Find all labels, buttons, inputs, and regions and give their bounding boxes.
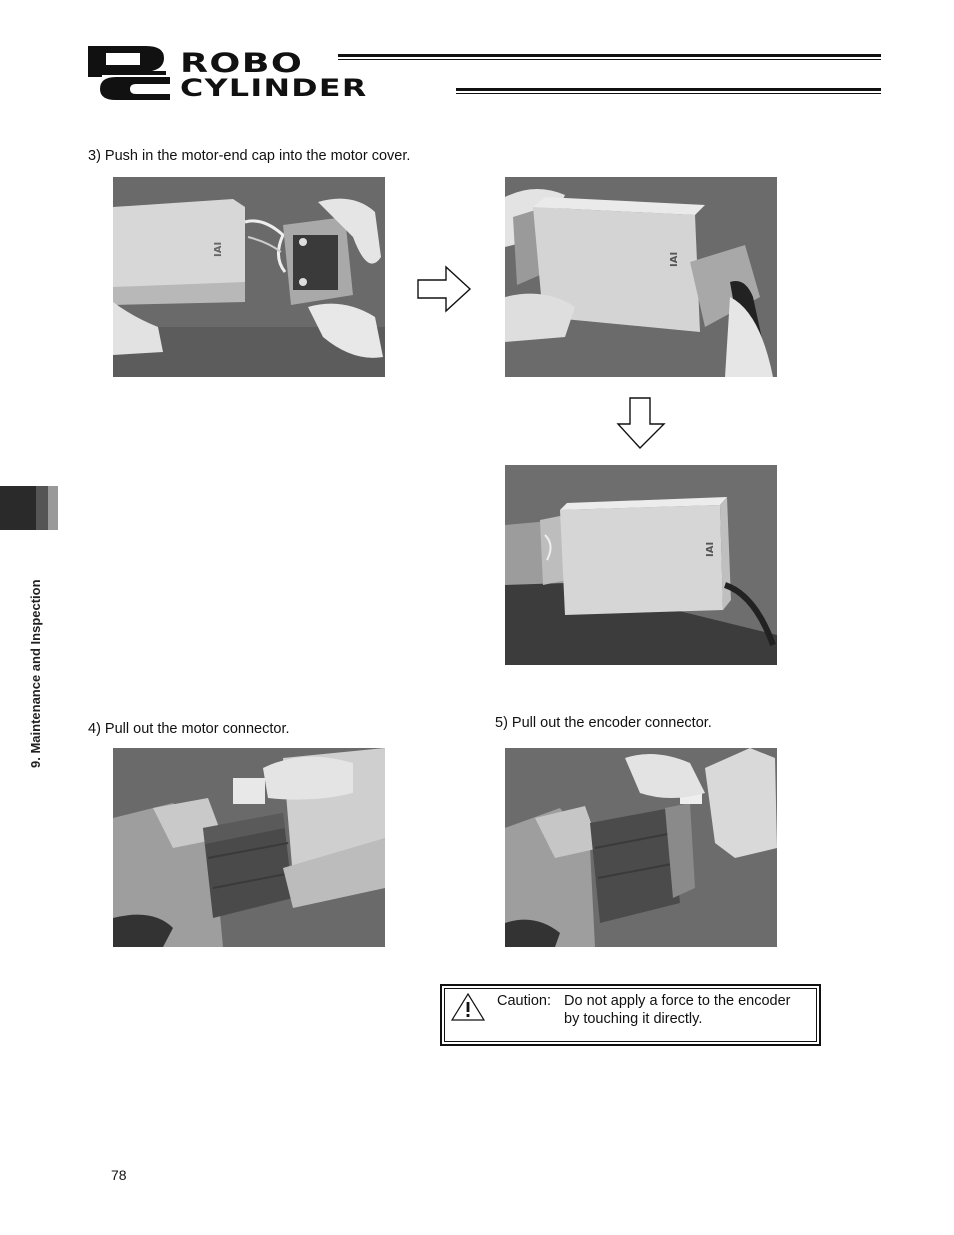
- chapter-tab-block: [48, 486, 58, 530]
- chapter-side-label: 9. Maintenance and Inspection: [28, 579, 43, 768]
- photo-encoder-connector: [505, 748, 777, 947]
- header-rule-top-1: [338, 54, 881, 57]
- step-5-text: 5) Pull out the encoder connector.: [495, 715, 712, 731]
- header-rule-bottom-2: [456, 93, 881, 94]
- right-arrow-icon: [416, 265, 472, 313]
- step-4-text: 4) Pull out the motor connector.: [88, 721, 290, 737]
- down-arrow-icon: [616, 396, 666, 450]
- rc-logo-mark: [86, 44, 172, 102]
- photo-brand-label: IAI: [213, 241, 224, 257]
- logo-robo: ROBO: [180, 48, 304, 79]
- step-3-text: 3) Push in the motor-end cap into the motor cover.: [88, 148, 411, 164]
- photo-cover-and-cap: [113, 177, 385, 377]
- page-number: 78: [111, 1167, 127, 1183]
- caution-line-1: Do not apply a force to the encoder: [564, 993, 791, 1009]
- photo-cap-installed: [505, 465, 777, 665]
- header-rule-bottom-1: [456, 88, 881, 91]
- photo-brand-label: IAI: [669, 251, 680, 267]
- chapter-tab-block: [36, 486, 48, 530]
- caution-line-2: by touching it directly.: [564, 1011, 703, 1027]
- photo-motor-connector: [113, 748, 385, 947]
- chapter-tab-block: [0, 486, 36, 530]
- caution-label: Caution:: [497, 993, 552, 1009]
- photo-brand-label: IAI: [705, 541, 716, 557]
- logo-cylinder: CYLINDER: [180, 74, 368, 102]
- photo-pushing-cap: [505, 177, 777, 377]
- warning-triangle-icon: [450, 992, 486, 1022]
- header-rule-top-2: [338, 59, 881, 60]
